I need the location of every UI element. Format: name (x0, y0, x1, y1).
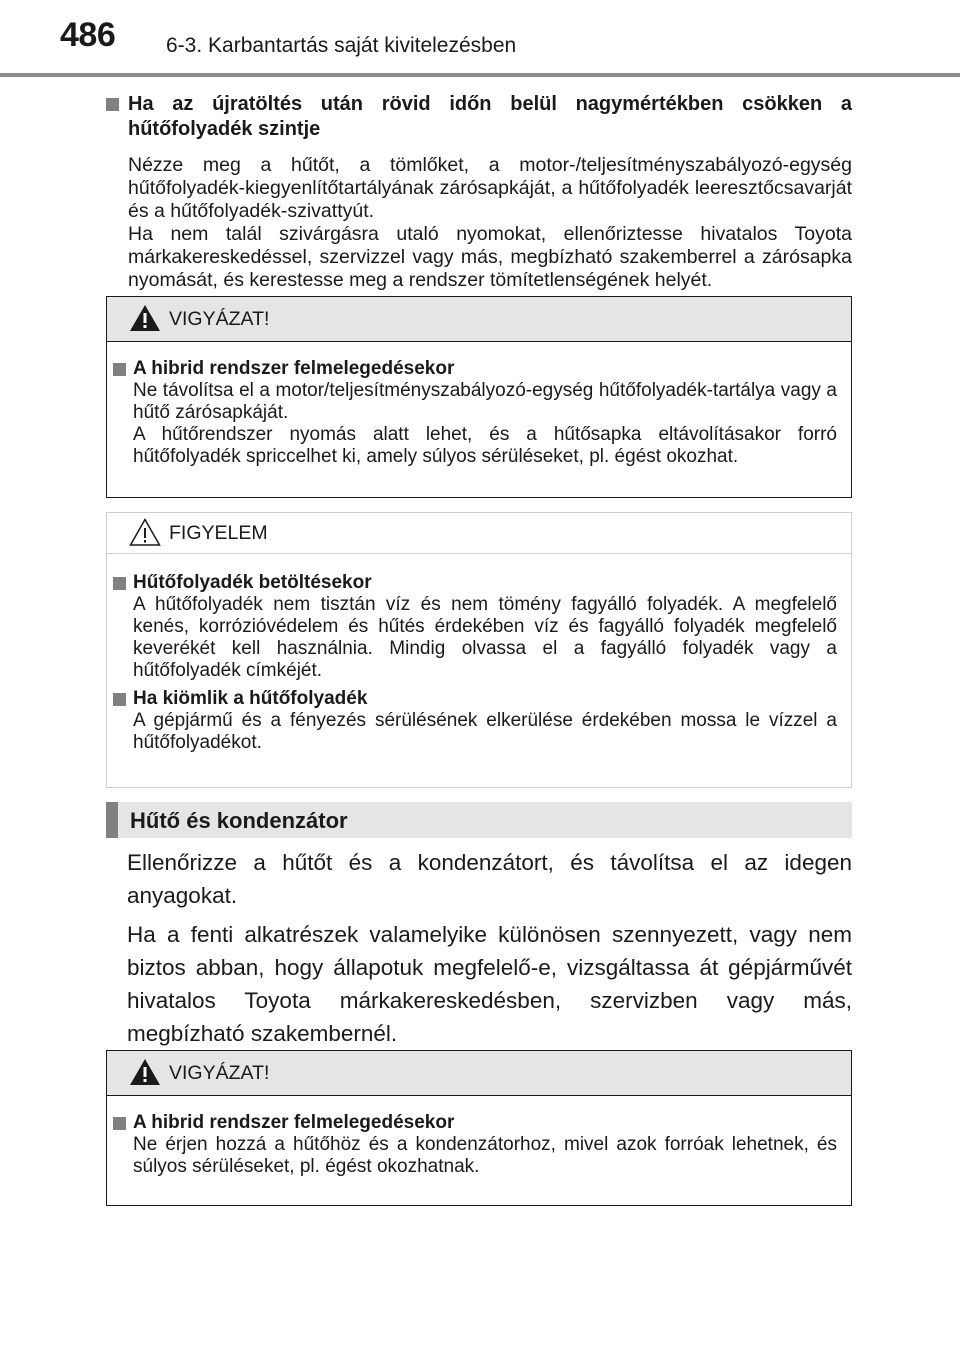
caution-section-heading: A hibrid rendszer felmelegedésekor (133, 1112, 455, 1133)
notice-box-header (107, 513, 851, 554)
intro-heading: Ha az újratöltés után rövid időn belül nagymértékben csökken a hűtőfolyadék szintje (106, 92, 852, 142)
notice-text: A hűtőfolyadék nem tisztán víz és nem tömény fagyálló folyadék. A megfelelő kenés, korrózióvédelem és hűtés érdekében víz és fagyálló folyadék megfelelő keverékét kell használnia. Mindig olvassa el a fagyálló folyadék vagy a hűtőfolyadék címkéjét. (133, 594, 837, 681)
bullet-square-icon (106, 98, 119, 111)
section-heading-bar (106, 802, 852, 838)
section-title: Hűtő és kondenzátor (130, 808, 348, 833)
caution-box-header (107, 1051, 851, 1096)
caution-body (107, 342, 851, 488)
section-paragraph: Ha a fenti alkatrészek valamelyike különösen szennyezett, vagy nem biztos abban, hogy állapotuk megfelelő-e, vizsgáltassa át gépjárművét hivatalos Toyota márkakereskedésben, szervizben vagy más, megbízható szakembernél. (127, 922, 852, 1046)
bullet-square-icon (113, 577, 126, 590)
caution-section-heading: A hibrid rendszer felmelegedésekor (133, 358, 455, 379)
notice-section-heading: Hűtőfolyadék betöltésekor (133, 572, 372, 593)
intro-paragraph: Ha nem talál szivárgásra utaló nyomokat, ellenőriztesse hivatalos Toyota márkakereskedéssel, szervizzel vagy más, megbízható szakemberrel a zárósapka nyomását, és kerestesse meg a rendszer tömítetlenségének helyét. (128, 223, 852, 291)
caution-box (106, 296, 852, 498)
chapter-title: 6-3. Karbantartás saját kivitelezésben (166, 34, 517, 57)
caution-section (113, 358, 837, 468)
section-paragraph: Ellenőrizze a hűtőt és a kondenzátort, és távolítsa el az idegen anyagokat. (127, 850, 852, 908)
page-header (0, 0, 960, 80)
warning-triangle-filled-icon (129, 1057, 161, 1087)
section-body (127, 846, 852, 1056)
notice-box (106, 512, 852, 788)
caution-text: Ne érjen hozzá a hűtőhöz és a kondenzátorhoz, mivel azok forróak lehetnek, és súlyos sérüléseket, pl. égést okozhatnak. (133, 1134, 837, 1177)
warning-triangle-outline-icon (129, 517, 161, 547)
header-rule (0, 73, 960, 77)
notice-body (107, 554, 851, 774)
intro-section (106, 92, 852, 292)
caution-body (107, 1096, 851, 1198)
caution-title: VIGYÁZAT! (169, 1062, 270, 1084)
notice-text: A gépjármű és a fényezés sérülésének elkerülése érdekében mossa le vízzel a hűtőfolyadékot. (133, 710, 837, 753)
caution-box-header (107, 297, 851, 342)
page-number: 486 (60, 16, 116, 54)
caution-text: Ne távolítsa el a motor/teljesítményszabályozó-egység hűtőfolyadék-tartálya vagy a hűtő zárósapkáját. (133, 380, 837, 423)
bullet-square-icon (113, 363, 126, 376)
caution-title: VIGYÁZAT! (169, 308, 270, 330)
caution-section (113, 1112, 837, 1178)
notice-section-heading: Ha kiömlik a hűtőfolyadék (133, 688, 368, 709)
bullet-square-icon (113, 693, 126, 706)
intro-paragraph: Nézze meg a hűtőt, a tömlőket, a motor-/teljesítményszabályozó-egység hűtőfolyadék-kiegyenlítőtartályának zárósapkáját, a hűtőfolyadék leeresztőcsavarját és a hűtőfolyadék-szivattyút. (128, 154, 852, 222)
bullet-square-icon (113, 1117, 126, 1130)
warning-triangle-filled-icon (129, 303, 161, 333)
notice-section (113, 572, 837, 682)
notice-title: FIGYELEM (169, 522, 268, 544)
caution-box (106, 1050, 852, 1206)
notice-section (113, 688, 837, 754)
caution-text: A hűtőrendszer nyomás alatt lehet, és a hűtősapka eltávolításakor forró hűtőfolyadék spriccelhet ki, amely súlyos sérüléseket, pl. égést okozhat. (133, 424, 837, 467)
